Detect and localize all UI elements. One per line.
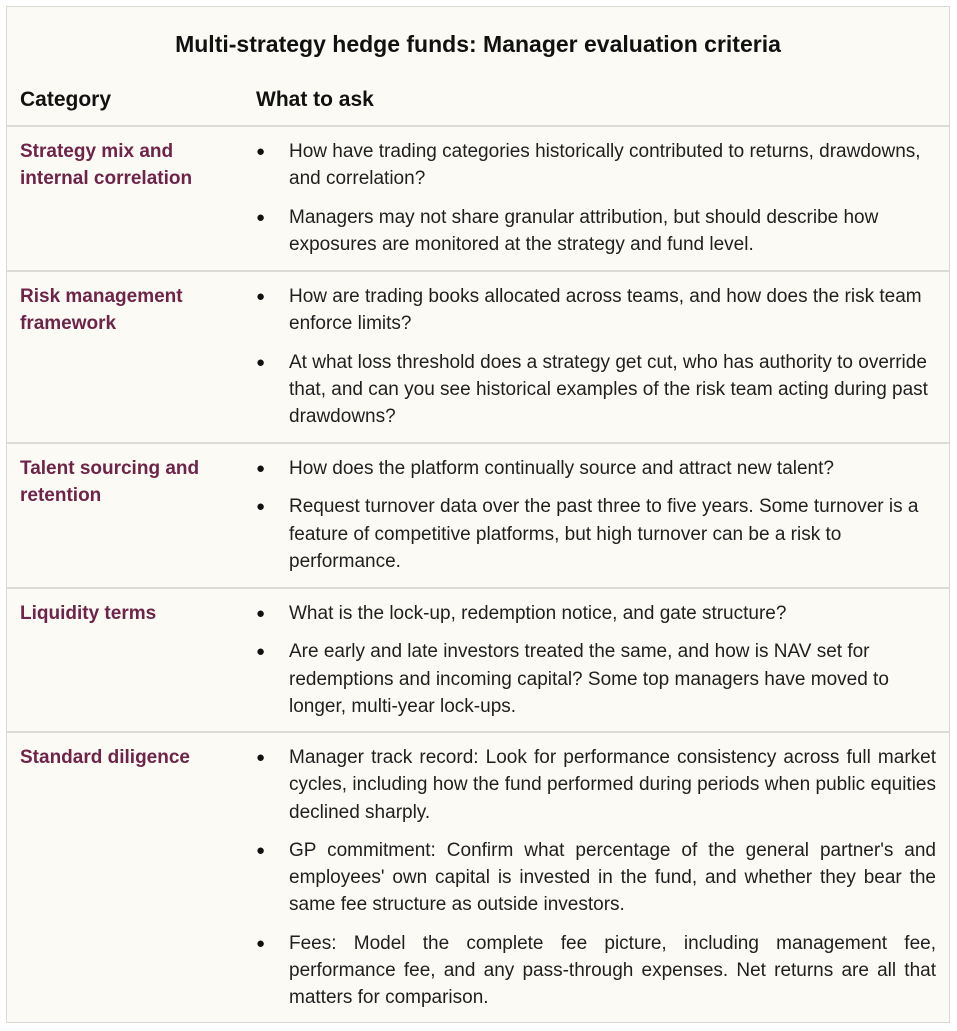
table-row-liquidity (7, 589, 949, 733)
bullet-icon: ● (256, 143, 266, 160)
ask-item: ● Request turnover data over the past three to five years. Some turnover is a feature of competitive platforms, but high turnover can be a risk to performance. (256, 493, 936, 575)
ask-item: ● Manager track record: Look for performance consistency across full market cycles, including how the fund performed during periods when public equities declined sharply. (256, 744, 936, 826)
ask-item: ● GP commitment: Confirm what percentage of the general partner's and employees' own capital is invested in the fund, and whether they bear the same fee structure as outside investors. (256, 837, 936, 919)
row-category: Risk management framework (20, 286, 183, 334)
ask-item: ● What is the lock-up, redemption notice, and gate structure? (256, 600, 936, 627)
bullet-icon: ● (256, 643, 266, 661)
bullet-icon: ● (256, 498, 266, 516)
bullet-icon: ● (256, 353, 266, 371)
bullet-icon: ● (256, 934, 266, 952)
ask-item: ● Fees: Model the complete fee picture, including management fee, performance fee, and any pass-through expenses. Net returns are all that matters for comparison. (256, 930, 936, 1012)
row-category: Talent sourcing and retention (20, 458, 200, 506)
bullet-icon: ● (256, 749, 266, 766)
table-title: Multi-strategy hedge funds: Manager evaluation criteria (175, 31, 781, 57)
ask-list (256, 455, 936, 575)
row-category: Liquidity terms (20, 603, 157, 624)
ask-list (256, 283, 936, 430)
ask-item: ● How have trading categories historically contributed to returns, drawdowns, and correlation? (256, 138, 936, 193)
row-category: Strategy mix and internal correlation (20, 141, 193, 189)
ask-item: ● Managers may not share granular attribution, but should describe how exposures are monitored at the strategy and fund level. (256, 204, 936, 259)
bullet-icon: ● (256, 841, 266, 859)
table-row-strategy-mix (7, 127, 949, 272)
ask-list (256, 600, 936, 720)
bullet-icon: ● (256, 208, 266, 226)
ask-list (256, 138, 936, 258)
bullet-icon: ● (256, 605, 266, 622)
bullet-icon: ● (256, 288, 266, 305)
ask-item: ● How are trading books allocated across teams, and how does the risk team enforce limits? (256, 283, 936, 338)
bullet-icon: ● (256, 460, 266, 477)
ask-item: ● At what loss threshold does a strategy get cut, who has authority to override that, and can you see historical examples of the risk team acting during past drawdowns? (256, 349, 936, 431)
table-row-standard-diligence (7, 733, 949, 1023)
ask-item: ● How does the platform continually source and attract new talent? (256, 455, 936, 482)
table-row-talent (7, 444, 949, 589)
row-category: Standard diligence (20, 747, 190, 768)
table-header-row (7, 87, 949, 127)
criteria-table-card (6, 6, 950, 1023)
table-row-risk-management (7, 272, 949, 444)
header-what-to-ask: What to ask (256, 88, 374, 111)
header-category: Category (20, 88, 112, 111)
ask-item: ● Are early and late investors treated the same, and how is NAV set for redemptions and incoming capital? Some top managers have moved to longer, multi-year lock-ups. (256, 638, 936, 720)
ask-list (256, 744, 936, 1012)
